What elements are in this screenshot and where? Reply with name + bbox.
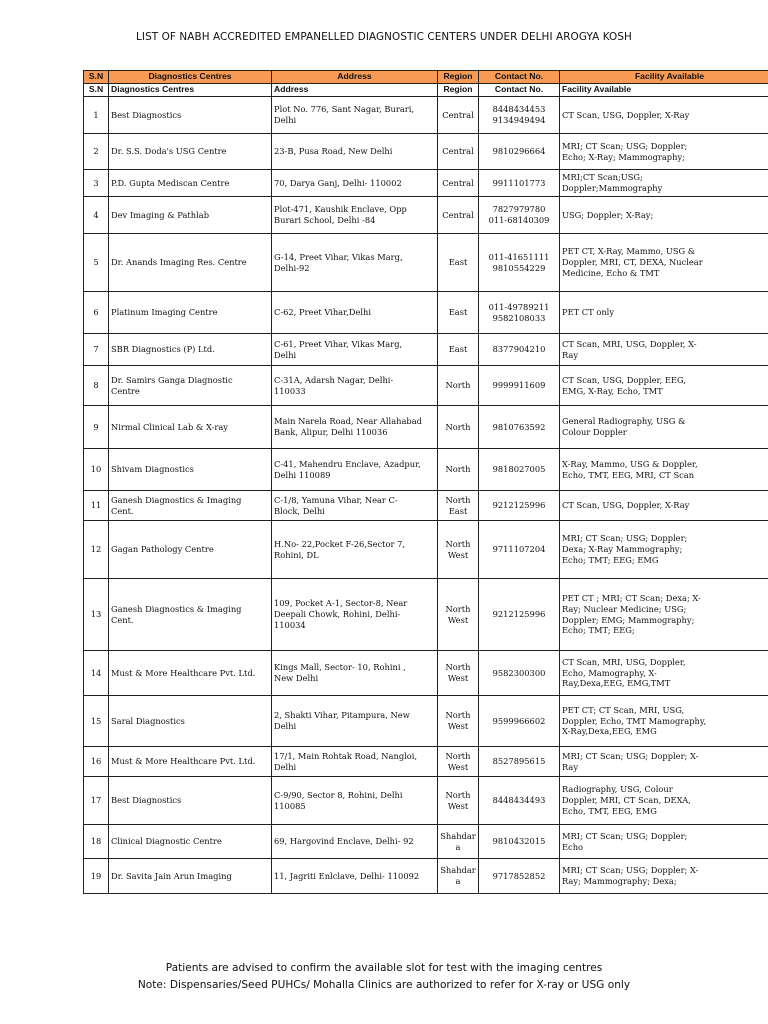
table-row: [84, 696, 768, 747]
cell-region: East: [438, 234, 479, 292]
table-row: [84, 825, 768, 859]
subheader-address: Address: [272, 84, 438, 97]
cell-centre: Must & More Healthcare Pvt. Ltd.: [109, 651, 272, 696]
cell-facility: USG; Doppler; X-Ray;: [560, 197, 768, 234]
cell-centre: SBR Diagnostics (P) Ltd.: [109, 334, 272, 366]
cell-address: H.No- 22,Pocket F-26,Sector 7, Rohini, DL: [272, 521, 438, 579]
cell-region: Central: [438, 170, 479, 197]
table-row: [84, 197, 768, 234]
cell-facility: CT Scan, MRI, USG, Doppler, Echo, Mamography, X- Ray,Dexa,EEG, EMG,TMT: [560, 651, 768, 696]
cell-address: 11, Jagriti Enlclave, Delhi- 110092: [272, 859, 438, 894]
cell-address: 69, Hargovind Enclave, Delhi- 92: [272, 825, 438, 859]
cell-region: North West: [438, 521, 479, 579]
table-row: [84, 366, 768, 406]
table-row: [84, 234, 768, 292]
header-row: [84, 71, 768, 84]
cell-centre: Dr. Savita Jain Arun Imaging: [109, 859, 272, 894]
cell-region: North West: [438, 651, 479, 696]
cell-contact: 9818027005: [479, 449, 560, 491]
table-row: [84, 521, 768, 579]
table-row: [84, 491, 768, 521]
table-row: [84, 651, 768, 696]
cell-sn: 11: [84, 491, 109, 521]
cell-address: Main Narela Road, Near Allahabad Bank, Alipur, Delhi 110036: [272, 406, 438, 449]
table-row: [84, 859, 768, 894]
cell-region: North West: [438, 579, 479, 651]
cell-contact: 7827979780 011-68140309: [479, 197, 560, 234]
table-row: [84, 406, 768, 449]
cell-contact: 9717852852: [479, 859, 560, 894]
cell-sn: 13: [84, 579, 109, 651]
cell-facility: PET CT; CT Scan, MRI, USG, Doppler, Echo, TMT Mamography, X-Ray,Dexa,EEG, EMG: [560, 696, 768, 747]
cell-address: C-41, Mahendru Enclave, Azadpur, Delhi 110089: [272, 449, 438, 491]
cell-region: Shahdar a: [438, 859, 479, 894]
cell-centre: Clinical Diagnostic Centre: [109, 825, 272, 859]
header-facility: Facility Available: [560, 71, 768, 84]
cell-contact: 9599966602: [479, 696, 560, 747]
cell-facility: X-Ray, Mammo, USG & Doppler, Echo, TMT, EEG, MRI, CT Scan: [560, 449, 768, 491]
cell-address: 2, Shakti Vihar, Pitampura, New Delhi: [272, 696, 438, 747]
cell-region: North West: [438, 777, 479, 825]
cell-address: 23-B, Pusa Road, New Delhi: [272, 134, 438, 170]
table-row: [84, 334, 768, 366]
cell-centre: Best Diagnostics: [109, 97, 272, 134]
cell-facility: MRI; CT Scan; USG; Doppler; Dexa; X-Ray Mammography; Echo; TMT; EEG; EMG: [560, 521, 768, 579]
cell-facility: Radiography, USG, Colour Doppler, MRI, CT Scan, DEXA, Echo, TMT, EEG, EMG: [560, 777, 768, 825]
subheader-region: Region: [438, 84, 479, 97]
cell-sn: 3: [84, 170, 109, 197]
cell-contact: 9810432015: [479, 825, 560, 859]
header-address: Address: [272, 71, 438, 84]
cell-sn: 4: [84, 197, 109, 234]
cell-contact: 9999911609: [479, 366, 560, 406]
table-row: [84, 97, 768, 134]
cell-region: Central: [438, 197, 479, 234]
cell-sn: 15: [84, 696, 109, 747]
cell-facility: CT Scan, USG, Doppler, X-Ray: [560, 491, 768, 521]
cell-contact: 9582300300: [479, 651, 560, 696]
cell-facility: CT Scan, USG, Doppler, X-Ray: [560, 97, 768, 134]
subheader-row: [84, 84, 768, 97]
cell-facility: General Radiography, USG & Colour Doppler: [560, 406, 768, 449]
cell-address: G-14, Preet Vihar, Vikas Marg, Delhi-92: [272, 234, 438, 292]
cell-address: Plot-471, Kaushik Enclave, Opp Burari School, Delhi -84: [272, 197, 438, 234]
cell-centre: Best Diagnostics: [109, 777, 272, 825]
cell-facility: PET CT only: [560, 292, 768, 334]
table-row: [84, 449, 768, 491]
cell-address: C-62, Preet Vihar,Delhi: [272, 292, 438, 334]
table-row: [84, 292, 768, 334]
table-row: [84, 170, 768, 197]
cell-sn: 10: [84, 449, 109, 491]
cell-region: East: [438, 292, 479, 334]
cell-contact: 9212125996: [479, 491, 560, 521]
cell-address: C-1/8, Yamuna Vihar, Near C- Block, Delhi: [272, 491, 438, 521]
cell-sn: 12: [84, 521, 109, 579]
cell-sn: 2: [84, 134, 109, 170]
cell-facility: CT Scan, USG, Doppler, EEG, EMG, X-Ray, Echo, TMT: [560, 366, 768, 406]
cell-sn: 5: [84, 234, 109, 292]
header-region: Region: [438, 71, 479, 84]
header-centre: Diagnostics Centres: [109, 71, 272, 84]
cell-centre: Dr. Samirs Ganga Diagnostic Centre: [109, 366, 272, 406]
cell-sn: 16: [84, 747, 109, 777]
cell-region: North East: [438, 491, 479, 521]
cell-centre: Platinum Imaging Centre: [109, 292, 272, 334]
subheader-contact: Contact No.: [479, 84, 560, 97]
cell-contact: 8448434493: [479, 777, 560, 825]
cell-centre: P.D. Gupta Mediscan Centre: [109, 170, 272, 197]
cell-facility: MRI; CT Scan; USG; Doppler; Echo; X-Ray; Mammography;: [560, 134, 768, 170]
cell-contact: 8448434453 9134949494: [479, 97, 560, 134]
cell-contact: 9810296664: [479, 134, 560, 170]
cell-region: North West: [438, 747, 479, 777]
referral-note: Note: Dispensaries/Seed PUHCs/ Mohalla Clinics are authorized to refer for X-ray or USG only: [137, 979, 631, 991]
cell-contact: 9212125996: [479, 579, 560, 651]
cell-address: C-9/90, Sector 8, Rohini, Delhi 110085: [272, 777, 438, 825]
subheader-sn: S.N: [84, 84, 109, 97]
cell-address: 70, Darya Ganj, Delhi- 110002: [272, 170, 438, 197]
subheader-centre: Diagnostics Centres: [109, 84, 272, 97]
cell-centre: Ganesh Diagnostics & Imaging Cent.: [109, 579, 272, 651]
cell-centre: Shivam Diagnostics: [109, 449, 272, 491]
cell-region: North: [438, 449, 479, 491]
cell-contact: 8527895615: [479, 747, 560, 777]
cell-sn: 19: [84, 859, 109, 894]
cell-address: 109, Pocket A-1, Sector-8, Near Deepali Chowk, Rohini, Delhi- 110034: [272, 579, 438, 651]
cell-address: C-31A, Adarsh Nagar, Delhi- 110033: [272, 366, 438, 406]
cell-sn: 9: [84, 406, 109, 449]
table-row: [84, 777, 768, 825]
header-sn: S.N: [84, 71, 109, 84]
cell-facility: CT Scan, MRI, USG, Doppler, X- Ray: [560, 334, 768, 366]
cell-address: Plot No. 776, Sant Nagar, Burari, Delhi: [272, 97, 438, 134]
cell-sn: 17: [84, 777, 109, 825]
cell-sn: 8: [84, 366, 109, 406]
cell-sn: 1: [84, 97, 109, 134]
cell-address: 17/1, Main Rohtak Road, Nangloi, Delhi: [272, 747, 438, 777]
cell-centre: Gagan Pathology Centre: [109, 521, 272, 579]
cell-facility: PET CT ; MRI; CT Scan; Dexa; X- Ray; Nuclear Medicine; USG; Doppler; EMG; Mammography; Echo; TMT; EEG;: [560, 579, 768, 651]
cell-region: North West: [438, 696, 479, 747]
cell-facility: PET CT, X-Ray, Mammo, USG & Doppler, MRI, CT, DEXA, Nuclear Medicine, Echo & TMT: [560, 234, 768, 292]
diagnostic-centers-table: [83, 70, 768, 894]
subheader-facility: Facility Available: [560, 84, 768, 97]
cell-centre: Saral Diagnostics: [109, 696, 272, 747]
cell-centre: Dr. S.S. Doda's USG Centre: [109, 134, 272, 170]
cell-centre: Ganesh Diagnostics & Imaging Cent.: [109, 491, 272, 521]
cell-contact: 8377904210: [479, 334, 560, 366]
cell-facility: MRI;CT Scan;USG; Doppler;Mammography: [560, 170, 768, 197]
advisory-note: Patients are advised to confirm the available slot for test with the imaging centres: [165, 962, 603, 974]
cell-contact: 9711107204: [479, 521, 560, 579]
cell-region: Central: [438, 134, 479, 170]
cell-centre: Nirmal Clinical Lab & X-ray: [109, 406, 272, 449]
cell-region: Central: [438, 97, 479, 134]
cell-address: C-61, Preet Vihar, Vikas Marg, Delhi: [272, 334, 438, 366]
table-row: [84, 747, 768, 777]
cell-centre: Must & More Healthcare Pvt. Ltd.: [109, 747, 272, 777]
cell-sn: 7: [84, 334, 109, 366]
table-row: [84, 579, 768, 651]
cell-sn: 6: [84, 292, 109, 334]
cell-sn: 18: [84, 825, 109, 859]
cell-region: North: [438, 406, 479, 449]
cell-contact: 9810763592: [479, 406, 560, 449]
cell-centre: Dr. Anands Imaging Res. Centre: [109, 234, 272, 292]
header-contact: Contact No.: [479, 71, 560, 84]
cell-contact: 011-41651111 9810554229: [479, 234, 560, 292]
document-title: LIST OF NABH ACCREDITED EMPANELLED DIAGNOSTIC CENTERS UNDER DELHI AROGYA KOSH: [136, 31, 632, 43]
table-row: [84, 134, 768, 170]
cell-contact: 011-49789211 9582108033: [479, 292, 560, 334]
cell-contact: 9911101773: [479, 170, 560, 197]
cell-address: Kings Mall, Sector- 10, Rohini , New Delhi: [272, 651, 438, 696]
cell-facility: MRI; CT Scan; USG; Doppler; X- Ray; Mammography; Dexa;: [560, 859, 768, 894]
cell-region: East: [438, 334, 479, 366]
cell-centre: Dev Imaging & Pathlab: [109, 197, 272, 234]
cell-facility: MRI; CT Scan; USG; Doppler; X- Ray: [560, 747, 768, 777]
cell-sn: 14: [84, 651, 109, 696]
cell-region: North: [438, 366, 479, 406]
cell-region: Shahdar a: [438, 825, 479, 859]
cell-facility: MRI; CT Scan; USG; Doppler; Echo: [560, 825, 768, 859]
